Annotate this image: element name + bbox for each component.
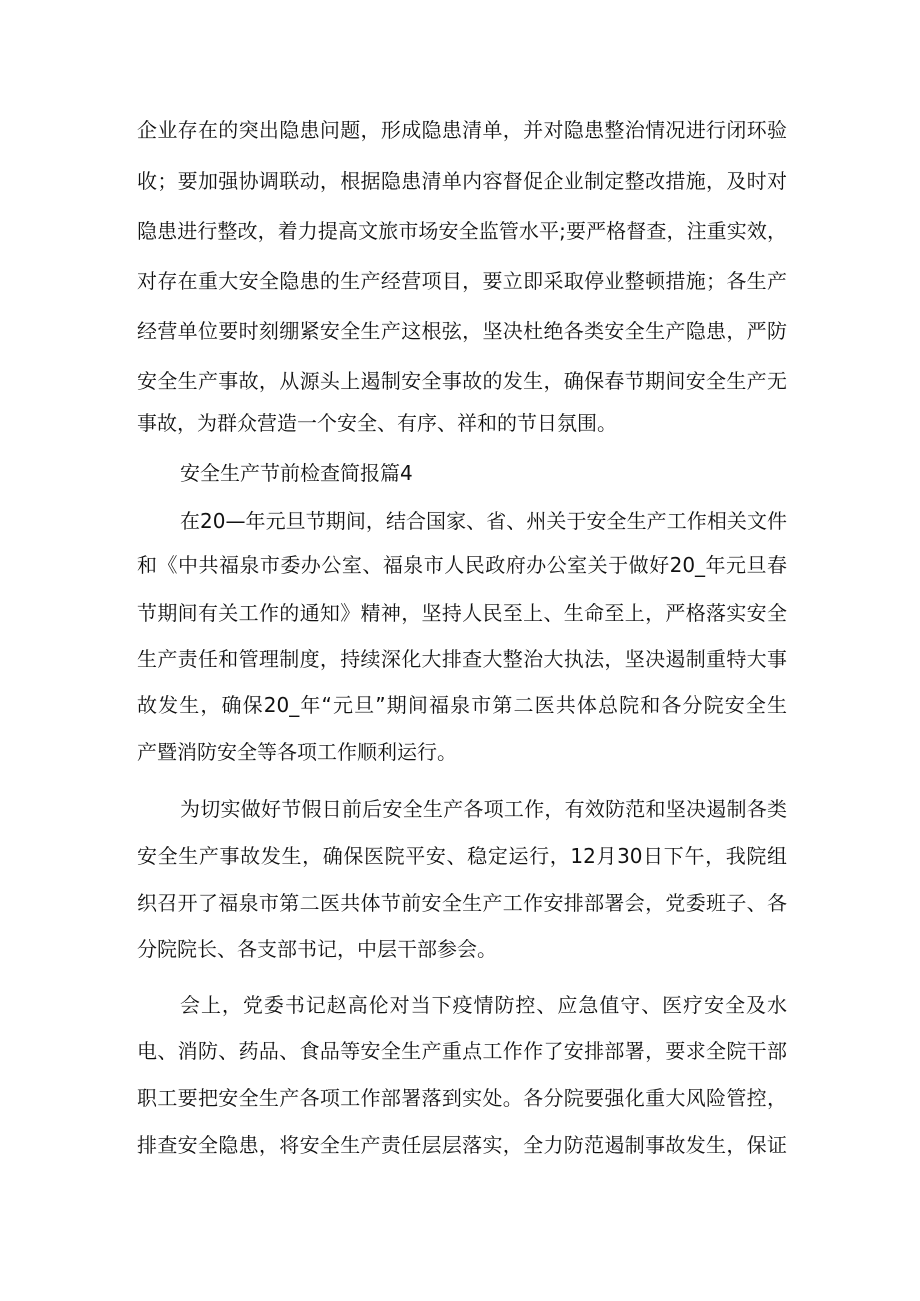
text-line: 事故，为群众营造一个安全、有序、祥和的节日氛围。 — [137, 411, 617, 435]
text-line: 经营单位要时刻绷紧安全生产这根弦，坚决杜绝各类安全生产隐患，严防 — [137, 319, 787, 343]
text-line: 产暨消防安全等各项工作顺利运行。 — [137, 740, 457, 764]
text-line: 生产责任和管理制度，持续深化大排查大整治大执法，坚决遏制重特大事 — [137, 647, 787, 671]
text-line: 安全生产事故发生，确保医院平安、稳定运行，12月30日下午，我院组 — [137, 844, 787, 868]
text-line: 和《中共福泉市委办公室、福泉市人民政府办公室关于做好20_年元旦春 — [137, 553, 787, 577]
text-line: 安全生产事故，从源头上遏制安全事故的发生，确保春节期间安全生产无 — [137, 369, 787, 393]
text-line: 收；要加强协调联动，根据隐患清单内容督促企业制定整改措施，及时对 — [137, 169, 787, 193]
text-line: 隐患进行整改，着力提高文旅市场安全监管水平;要严格督查，注重实效， — [137, 219, 787, 243]
text-line: 分院院长、各支部书记，中层干部参会。 — [137, 937, 497, 961]
text-line: 排查安全隐患，将安全生产责任层层落实，全力防范遏制事故发生，保证 — [137, 1133, 787, 1157]
section-heading: 安全生产节前检查简报篇4 — [180, 461, 413, 485]
text-line: 对存在重大安全隐患的生产经营项目，要立即采取停业整顿措施；各生产 — [137, 269, 787, 293]
text-line: 电、消防、药品、食品等安全生产重点工作作了安排部署，要求全院干部 — [137, 1039, 787, 1063]
text-line: 职工要把安全生产各项工作部署落到实处。各分院要强化重大风险管控， — [137, 1086, 787, 1110]
text-line: 企业存在的突出隐患问题，形成隐患清单，并对隐患整治情况进行闭环验 — [137, 118, 787, 142]
text-line: 在20—年元旦节期间，结合国家、省、州关于安全生产工作相关文件 — [180, 509, 787, 533]
text-line: 织召开了福泉市第二医共体节前安全生产工作安排部署会，党委班子、各 — [137, 891, 787, 915]
text-line: 节期间有关工作的通知》精神，坚持人民至上、生命至上，严格落实安全 — [137, 601, 787, 625]
text-line: 故发生，确保20_年“元旦”期间福泉市第二医共体总院和各分院安全生 — [137, 693, 787, 717]
text-line: 会上，党委书记赵高伦对当下疫情防控、应急值守、医疗安全及水 — [180, 993, 787, 1017]
text-line: 为切实做好节假日前后安全生产各项工作，有效防范和坚决遏制各类 — [180, 797, 787, 821]
